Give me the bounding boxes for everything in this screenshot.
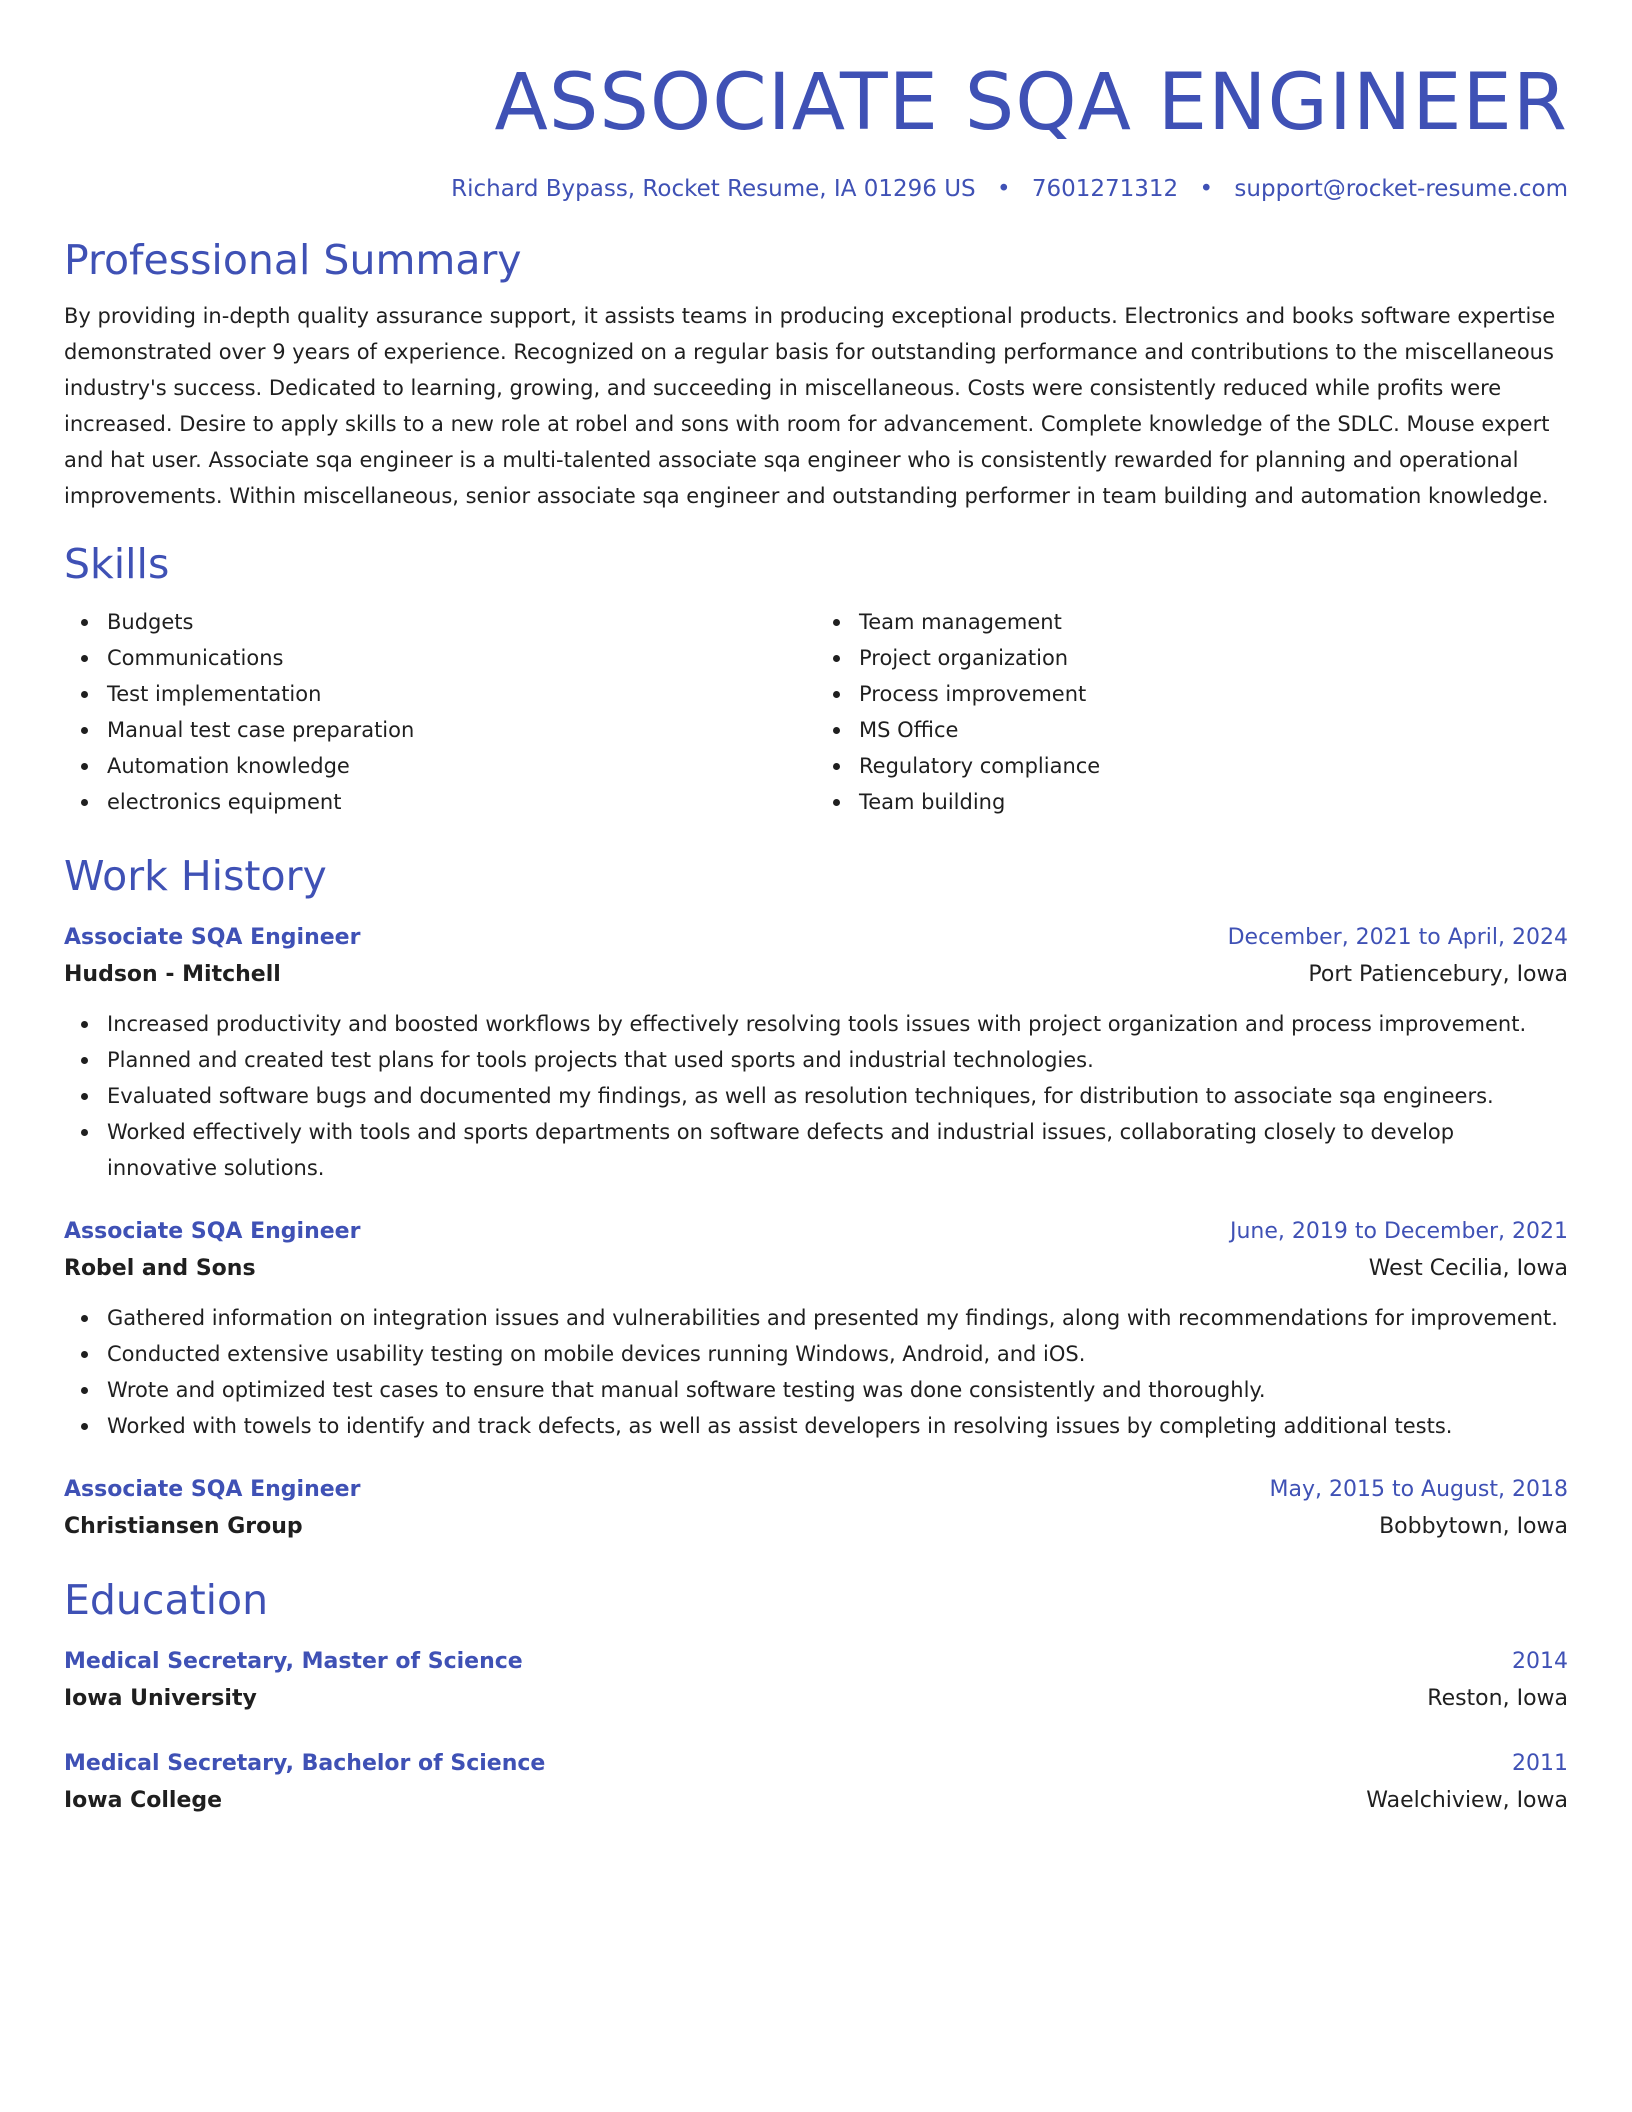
- skill-item: Regulatory compliance: [859, 748, 1568, 784]
- skill-item: MS Office: [859, 712, 1568, 748]
- job-bullets: [64, 1006, 1568, 1186]
- job-dates: May, 2015 to August, 2018: [1269, 1477, 1568, 1502]
- summary-text: By providing in-depth quality assurance support, it assists teams in producing exceptional products. Electronics and books software expertise demonstrated over 9 years of experience. Recognized on a regular basis for outstanding performance and contributions to the miscellaneous industry's success. Dedicated to learning, growing, and succeeding in miscellaneous. Costs were consistently reduced while profits were increased. Desire to apply skills to a new role at robel and sons with room for advancement. Complete knowledge of the SDLC. Mouse expert and hat user. Associate sqa engineer is a multi-talented associate sqa engineer who is consistently rewarded for planning and operational improvements. Within miscellaneous, senior associate sqa engineer and outstanding performer in team building and automation knowledge.: [64, 304, 1556, 508]
- skill-item: Communications: [107, 640, 816, 676]
- education-entry-subheader: [64, 1782, 1568, 1820]
- company-name: Christiansen Group: [64, 1514, 303, 1539]
- job-title: Associate SQA Engineer: [64, 925, 361, 950]
- skills-column-left: [64, 604, 816, 820]
- work-entry: [64, 1214, 1568, 1444]
- education-entry: [64, 1746, 1568, 1820]
- graduation-year: 2014: [1512, 1649, 1568, 1674]
- work-entry-subheader: [64, 1250, 1568, 1288]
- contact-email[interactable]: support@rocket-resume.com: [1234, 176, 1568, 202]
- education-entry-header: [64, 1644, 1568, 1680]
- work-entry-header: [64, 1214, 1568, 1250]
- job-bullet: Gathered information on integration issues and vulnerabilities and presented my findings, along with recommendations for improvement.: [107, 1300, 1568, 1336]
- school-location: Waelchiview, Iowa: [1366, 1788, 1568, 1813]
- skills-column-right: [816, 604, 1568, 820]
- school-name: Iowa University: [64, 1686, 257, 1711]
- degree-title: Medical Secretary, Master of Science: [64, 1649, 523, 1674]
- job-title: Associate SQA Engineer: [64, 1219, 361, 1244]
- work-entry: [64, 920, 1568, 1186]
- education-entry: [64, 1644, 1568, 1718]
- school-location: Reston, Iowa: [1427, 1686, 1568, 1711]
- job-title: Associate SQA Engineer: [64, 1477, 361, 1502]
- job-bullet: Wrote and optimized test cases to ensure that manual software testing was done consistently and thoroughly.: [107, 1372, 1568, 1408]
- job-bullet: Worked with towels to identify and track defects, as well as assist developers in resolving issues by completing additional tests.: [107, 1408, 1568, 1444]
- resume-title: ASSOCIATE SQA ENGINEER: [494, 58, 1568, 148]
- contact-address: Richard Bypass, Rocket Resume, IA 01296 US: [451, 176, 976, 202]
- work-entry-subheader: [64, 1508, 1568, 1546]
- work-entry-header: [64, 920, 1568, 956]
- job-bullet: Planned and created test plans for tools projects that used sports and industrial technologies.: [107, 1042, 1568, 1078]
- contact-separator: •: [1199, 176, 1214, 202]
- contact-phone[interactable]: 7601271312: [1031, 176, 1179, 202]
- work-history-heading: Work History: [64, 852, 327, 900]
- job-dates: June, 2019 to December, 2021: [1229, 1219, 1568, 1244]
- company-name: Robel and Sons: [64, 1256, 256, 1281]
- skill-item: electronics equipment: [107, 784, 816, 820]
- education-entry-subheader: [64, 1680, 1568, 1718]
- work-entry-subheader: [64, 956, 1568, 994]
- skills-heading: Skills: [64, 540, 170, 588]
- school-name: Iowa College: [64, 1788, 223, 1813]
- education-entry-header: [64, 1746, 1568, 1782]
- degree-title: Medical Secretary, Bachelor of Science: [64, 1751, 546, 1776]
- contact-separator: •: [996, 176, 1011, 202]
- skill-item: Project organization: [859, 640, 1568, 676]
- job-bullets: [64, 1300, 1568, 1444]
- skill-item: Automation knowledge: [107, 748, 816, 784]
- contact-line: [64, 172, 1568, 206]
- skill-item: Team management: [859, 604, 1568, 640]
- job-location: Port Patiencebury, Iowa: [1308, 962, 1568, 987]
- skill-item: Budgets: [107, 604, 816, 640]
- skill-item: Manual test case preparation: [107, 712, 816, 748]
- education-heading: Education: [64, 1576, 269, 1624]
- skills-list: [64, 604, 1568, 820]
- job-bullet: Increased productivity and boosted workflows by effectively resolving tools issues with project organization and process improvement.: [107, 1006, 1568, 1042]
- company-name: Hudson - Mitchell: [64, 962, 281, 987]
- summary-heading: Professional Summary: [64, 236, 522, 284]
- job-bullet: Evaluated software bugs and documented my findings, as well as resolution techniques, for distribution to associate sqa engineers.: [107, 1078, 1568, 1114]
- work-entry-header: [64, 1472, 1568, 1508]
- skill-item: Process improvement: [859, 676, 1568, 712]
- job-location: West Cecilia, Iowa: [1368, 1256, 1568, 1281]
- job-location: Bobbytown, Iowa: [1379, 1514, 1568, 1539]
- job-bullet: Conducted extensive usability testing on mobile devices running Windows, Android, and iOS.: [107, 1336, 1568, 1372]
- work-entry: [64, 1472, 1568, 1546]
- graduation-year: 2011: [1512, 1751, 1568, 1776]
- job-bullet: Worked effectively with tools and sports departments on software defects and industrial issues, collaborating closely to develop innovative solutions.: [107, 1114, 1568, 1186]
- job-dates: December, 2021 to April, 2024: [1227, 925, 1568, 950]
- skill-item: Test implementation: [107, 676, 816, 712]
- skill-item: Team building: [859, 784, 1568, 820]
